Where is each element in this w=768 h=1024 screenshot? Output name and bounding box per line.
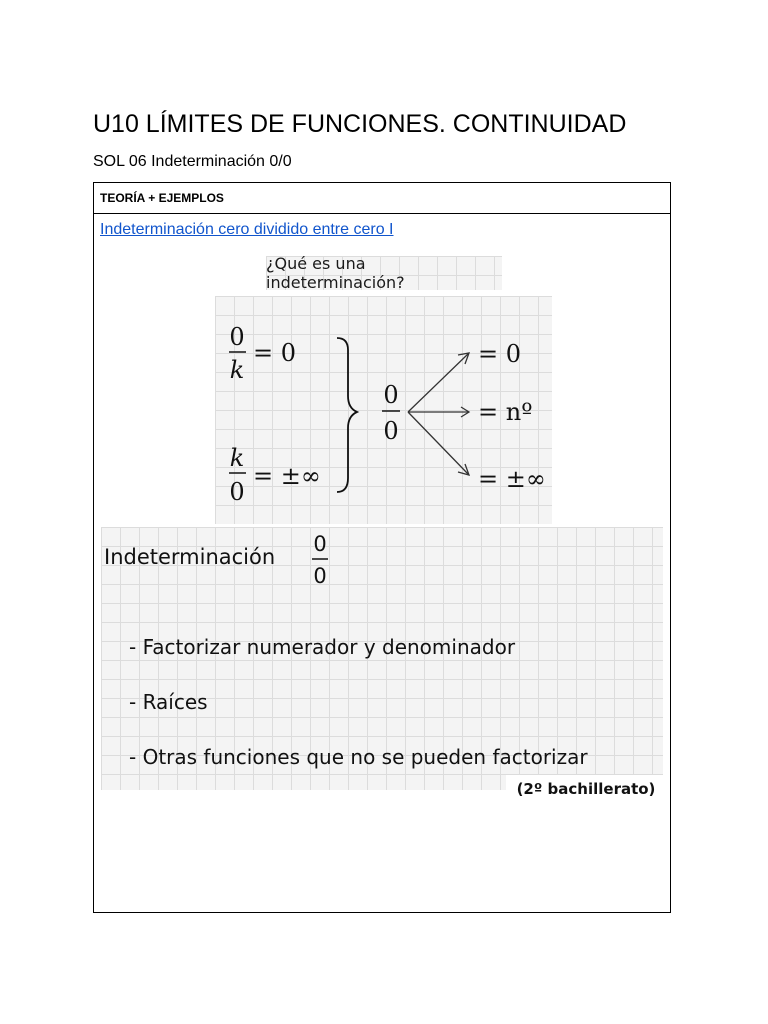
document-subtitle: SOL 06 Indeterminación 0/0 — [93, 153, 292, 170]
methods-title: Indeterminación — [104, 545, 276, 569]
theory-box-header: TEORÍA + EJEMPLOS — [94, 183, 670, 214]
methods-fraction-numerator: 0 — [313, 532, 327, 556]
center-denominator: 0 — [383, 417, 399, 445]
frac2-result: = ±∞ — [253, 462, 321, 490]
frac2-denominator: 0 — [229, 478, 245, 506]
indeterminacy-diagram — [215, 296, 552, 524]
methods-fraction-denominator: 0 — [313, 564, 327, 588]
question-text: ¿Qué es una indeterminación? — [266, 254, 405, 292]
theory-box — [93, 182, 671, 913]
frac1-result: = 0 — [253, 339, 297, 367]
video-link[interactable]: Indeterminación cero dividido entre cero I — [100, 221, 394, 238]
frac1-denominator: k — [229, 356, 245, 384]
method-item: - Factorizar numerador y denominador — [129, 635, 516, 659]
frac1-numerator: 0 — [229, 323, 245, 351]
methods-fraction — [308, 527, 332, 597]
outcome-zero: = 0 — [478, 340, 522, 368]
method-item: - Otras funciones que no se pueden factorizar — [129, 745, 588, 769]
outcome-arrows — [408, 353, 469, 475]
outcome-infinity: = ±∞ — [478, 465, 546, 493]
center-numerator: 0 — [383, 381, 399, 409]
methods-panel — [101, 527, 663, 790]
right-brace — [337, 338, 357, 492]
level-badge: (2º bachillerato) — [506, 775, 666, 803]
document-title: U10 LÍMITES DE FUNCIONES. CONTINUIDAD — [93, 110, 627, 138]
frac2-numerator: k — [229, 444, 245, 472]
method-item: - Raíces — [129, 690, 208, 714]
outcome-number: = nº — [478, 398, 533, 426]
question-banner — [266, 256, 502, 290]
